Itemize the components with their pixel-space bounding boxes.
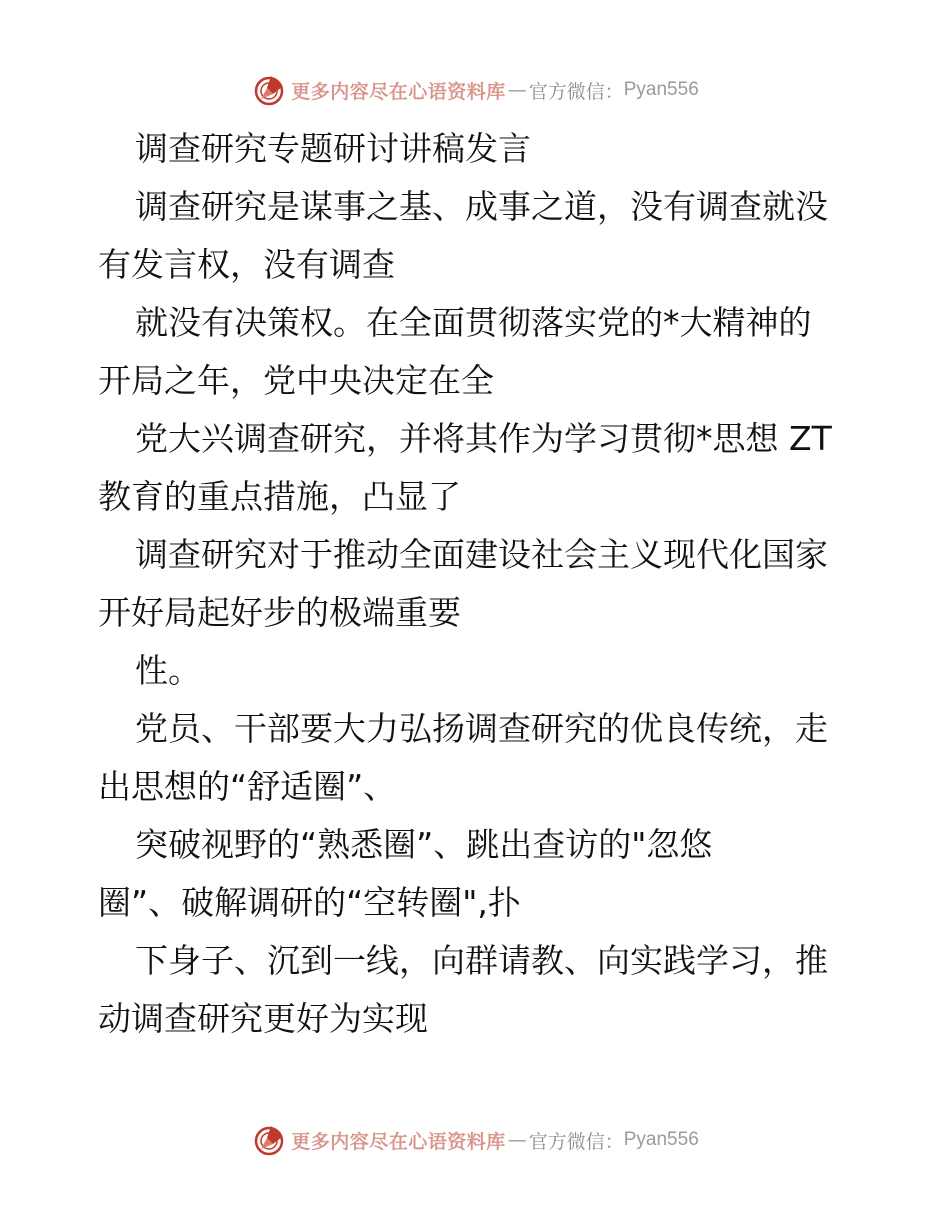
watermark-official: 官方微信： bbox=[528, 80, 624, 103]
doc-line: 动调查研究更好为实现 bbox=[98, 999, 428, 1038]
doc-line: 突破视野的“熟悉圈”、跳出查访的"忽悠 bbox=[135, 825, 713, 864]
doc-line: 教育的重点措施，凸显了 bbox=[98, 477, 461, 516]
doc-line: 出思想的“舒适圈”、 bbox=[98, 767, 397, 806]
watermark-dash: — bbox=[507, 1129, 527, 1151]
watermark-id: Pyan556 bbox=[623, 79, 699, 100]
pen-logo-icon bbox=[251, 1122, 287, 1158]
document-body bbox=[98, 120, 858, 1048]
doc-title: 调查研究专题研讨讲稿发言 bbox=[135, 129, 531, 168]
watermark-brand: 更多内容尽在心语资料库 bbox=[291, 1130, 506, 1153]
watermark-dash: — bbox=[507, 79, 527, 101]
doc-line: 性。 bbox=[135, 651, 201, 690]
watermark-id: Pyan556 bbox=[623, 1129, 699, 1150]
doc-line: 调查研究对于推动全面建设社会主义现代化国家 bbox=[135, 535, 828, 574]
footer-watermark bbox=[0, 1120, 950, 1160]
watermark-brand: 更多内容尽在心语资料库 bbox=[291, 80, 506, 103]
doc-line: 党员、干部要大力弘扬调查研究的优良传统，走 bbox=[135, 709, 828, 748]
watermark-official: 官方微信： bbox=[528, 1130, 624, 1153]
doc-line: 开好局起好步的极端重要 bbox=[98, 593, 461, 632]
doc-line: 下身子、沉到一线，向群请教、向实践学习，推 bbox=[135, 941, 828, 980]
pen-logo-icon bbox=[251, 72, 287, 108]
doc-line: 开局之年，党中央决定在全 bbox=[98, 361, 494, 400]
doc-line: 有发言权，没有调查 bbox=[98, 245, 395, 284]
doc-line: 圈”、破解调研的“空转圈",扑 bbox=[98, 883, 521, 922]
doc-line: 就没有决策权。在全面贯彻落实党的*大精神的 bbox=[135, 303, 812, 342]
doc-line: 党大兴调查研究，并将其作为学习贯彻*思想 ZT bbox=[135, 419, 832, 458]
doc-line: 调查研究是谋事之基、成事之道，没有调查就没 bbox=[135, 187, 828, 226]
header-watermark bbox=[0, 70, 950, 110]
